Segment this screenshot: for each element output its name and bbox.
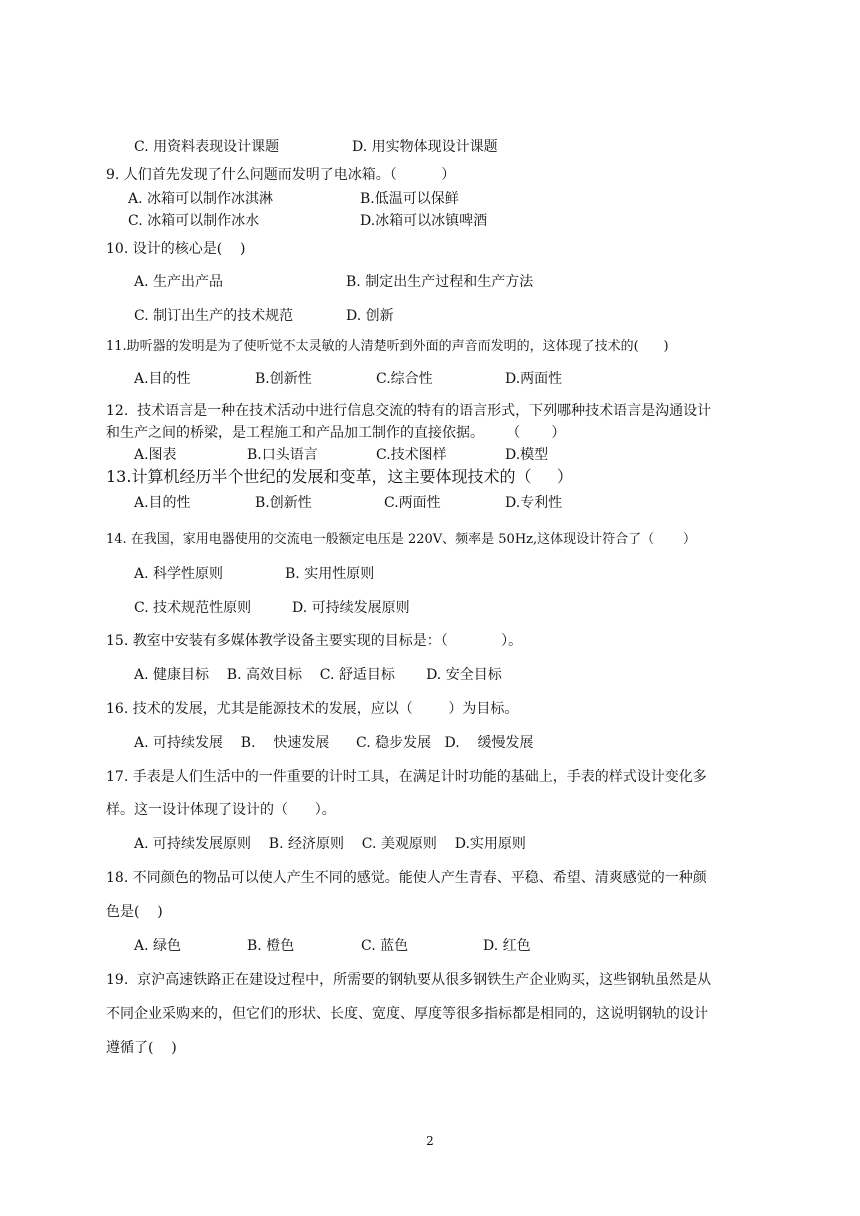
q13-option-b: B.创新性 bbox=[255, 495, 312, 511]
q12-option-b: B.口头语言 bbox=[247, 447, 318, 463]
q13-stem: 13.计算机经历半个世纪的发展和变革，这主要体现技术的（ ） bbox=[106, 467, 573, 486]
q17-options: A. 可持续发展原则 B. 经济原则 C. 美观原则 D.实用原则 bbox=[134, 836, 526, 852]
q12-stem-line1: 12. 技术语言是一种在技术活动中进行信息交流的特有的语言形式，下列哪种技术语言是沟通设计 bbox=[106, 403, 712, 419]
q11-option-a: A.目的性 bbox=[134, 371, 191, 387]
q16-options: A. 可持续发展 B. 快速发展 C. 稳步发展 D. 缓慢发展 bbox=[134, 735, 534, 751]
q9-option-a: A. 冰箱可以制作冰淇淋 bbox=[128, 191, 274, 207]
q16-stem: 16. 技术的发展，尤其是能源技术的发展，应以（ ）为目标。 bbox=[106, 701, 519, 717]
q19-stem-line3: 遵循了( ) bbox=[106, 1040, 177, 1056]
q14-option-d: D. 可持续发展原则 bbox=[292, 600, 410, 616]
q13-option-a: A.目的性 bbox=[134, 495, 191, 511]
q14-option-c: C. 技术规范性原则 bbox=[134, 600, 252, 616]
q8-option-c: C. 用资料表现设计课题 bbox=[134, 139, 280, 155]
q12-option-a: A.图表 bbox=[134, 447, 177, 463]
q18-stem-line2: 色是( ) bbox=[106, 904, 163, 920]
q14-option-a: A. 科学性原则 bbox=[134, 566, 224, 582]
q17-stem-line2: 样。这一设计体现了设计的（ ）。 bbox=[106, 802, 336, 818]
q12-option-d: D.模型 bbox=[505, 447, 549, 463]
q18-option-b: B. 橙色 bbox=[247, 938, 295, 954]
q18-option-d: D. 红色 bbox=[483, 938, 531, 954]
q9-option-c: C. 冰箱可以制作冰水 bbox=[128, 213, 260, 229]
q13-option-c: C.两面性 bbox=[384, 495, 441, 511]
q11-option-d: D.两面性 bbox=[505, 371, 563, 387]
q19-stem-line2: 不同企业采购来的，但它们的形状、长度、宽度、厚度等很多指标都是相同的，这说明钢轨的设计 bbox=[106, 1006, 708, 1022]
q11-option-b: B.创新性 bbox=[255, 371, 312, 387]
q18-option-c: C. 蓝色 bbox=[361, 938, 409, 954]
q9-option-d: D.冰箱可以冰镇啤酒 bbox=[360, 213, 488, 229]
q10-option-d: D. 创新 bbox=[346, 308, 394, 324]
q10-stem: 10. 设计的核心是( ) bbox=[106, 241, 246, 257]
q8-option-d: D. 用实物体现设计课题 bbox=[352, 139, 498, 155]
q12-stem-line2: 和生产之间的桥梁，是工程施工和产品加工制作的直接依据。 （ ） bbox=[106, 425, 566, 441]
q17-stem-line1: 17. 手表是人们生活中的一件重要的计时工具，在满足计时功能的基础上，手表的样式设计变化多 bbox=[106, 769, 707, 785]
q12-option-c: C.技术图样 bbox=[376, 447, 447, 463]
q9-stem: 9. 人们首先发现了什么问题而发明了电冰箱。（ ） bbox=[106, 167, 456, 183]
q13-option-d: D.专利性 bbox=[505, 495, 563, 511]
q14-stem: 14. 在我国，家用电器使用的交流电一般额定电压是 220V、频率是 50Hz,这体现设计符合了（ ） bbox=[106, 532, 697, 547]
q11-stem: 11.助听器的发明是为了使听觉不太灵敏的人清楚听到外面的声音而发明的，这体现了技术的( ) bbox=[106, 339, 669, 354]
page-number: 2 bbox=[426, 1134, 434, 1148]
q10-option-c: C. 制订出生产的技术规范 bbox=[134, 308, 294, 324]
q15-options: A. 健康目标 B. 高效目标 C. 舒适目标 D. 安全目标 bbox=[134, 667, 502, 683]
q9-option-b: B.低温可以保鲜 bbox=[360, 191, 459, 207]
q19-stem-line1: 19. 京沪高速铁路正在建设过程中，所需要的钢轨要从很多钢铁生产企业购买，这些钢轨虽然是从 bbox=[106, 972, 712, 988]
q18-option-a: A. 绿色 bbox=[134, 938, 182, 954]
q11-option-c: C.综合性 bbox=[376, 371, 433, 387]
q14-option-b: B. 实用性原则 bbox=[285, 566, 375, 582]
q18-stem-line1: 18. 不同颜色的物品可以使人产生不同的感觉。能使人产生青春、平稳、希望、清爽感觉的一种颜 bbox=[106, 870, 707, 886]
q15-stem: 15. 教室中安装有多媒体教学设备主要实现的目标是：（ ）。 bbox=[106, 633, 523, 649]
q10-option-a: A. 生产出产品 bbox=[134, 274, 224, 290]
q10-option-b: B. 制定出生产过程和生产方法 bbox=[346, 274, 534, 290]
